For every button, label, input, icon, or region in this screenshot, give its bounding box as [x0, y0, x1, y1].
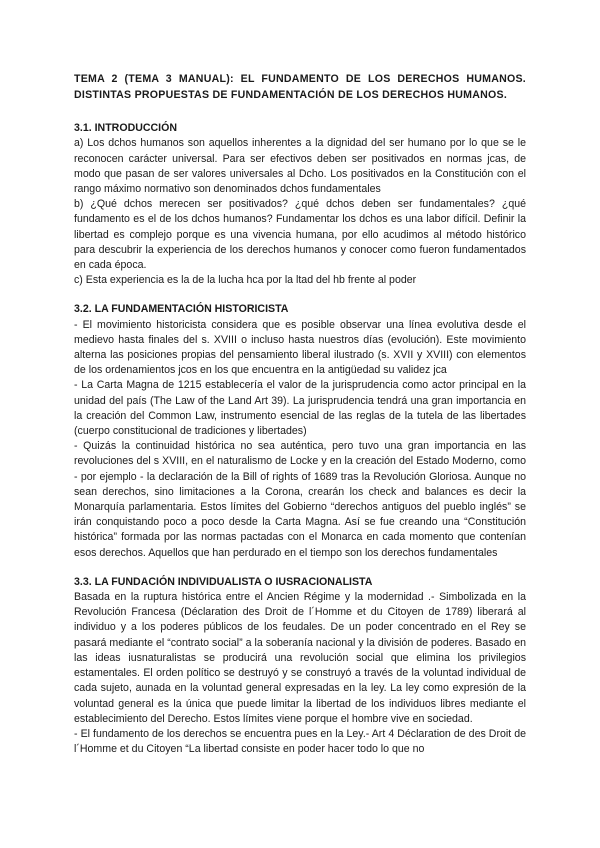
section-heading: 3.3. LA FUNDACIÓN INDIVIDUALISTA O IUSRACIONALISTA [74, 575, 373, 588]
document-body [74, 72, 526, 757]
section-historicista [74, 302, 526, 560]
paragraph: - Quizás la continuidad histórica no sea auténtica, pero tuvo una gran importancia en las revoluciones del s XVIII, en el naturalismo de Locke y en la creación del Estado Moderno, como - por ejemplo - la declaración de la Bill of rights of 1689 tras la Revolución Gloriosa. Aunque no sean derechos, sino limitaciones a la Corona, crearán los check and balances es decir la Monarquía parlamentaria. Estos límites del Gobierno “derechos antiguos del pueblo inglés” se irán conquistando poco a poco desde la Carta Magna. Así se fue creando una “Constitución histórica” formada por las normas pactadas con el Monarca en cada momento que contenían esos derechos. Aquellos que han perdurado en el tiempo son los derechos fundamentales [74, 440, 526, 559]
paragraph: - La Carta Magna de 1215 establecería el valor de la jurisprudencia como actor principal en la unidad del país (The Law of the Land Art 39). La jurisprudencia tendrá una gran importancia en la creación del Common Law, instrumento esencial de las reglas de la tutela de las libertades (cuerpo constitucional de tradiciones y libertades) [74, 379, 526, 438]
section-introduccion [74, 121, 526, 288]
paragraph: b) ¿Qué dchos merecen ser positivados? ¿qué dchos deben ser fundamentales? ¿qué fundamento es el de los dchos humanos? Fundamentar los dchos es una labor difícil. Definir la libertad es complejo porque es una vivencia humana, por ello acudimos al método histórico para descubrir la experiencia de los derechos humanos y conocer como fueron fundamentados en cada época. [74, 198, 526, 272]
section-individualista [74, 575, 526, 757]
paragraph: - El movimiento historicista considera que es posible observar una línea evolutiva desde el medievo hasta finales del s. XVIII o incluso hasta nuestros días (evolución). Este movimiento alterna las posiciones propias del pensamiento liberal ilustrado (s. XVII y XVIII) con elementos de los ordenamientos jcos en los que encuentra en la antigüedad su validez jca [74, 318, 526, 377]
document-title: TEMA 2 (TEMA 3 MANUAL): EL FUNDAMENTO DE LOS DERECHOS HUMANOS. DISTINTAS PROPUESTAS DE FUNDAMENTACIÓN DE LOS DERECHOS HUMANOS. [74, 73, 526, 101]
paragraph: a) Los dchos humanos son aquellos inherentes a la dignidad del ser humano por lo que se le reconocen carácter universal. Para ser efectivos deben ser positivados en normas jcas, de modo que pasan de ser valores universales al Dcho. Los positivados en la Constitución con el rango máximo normativo son denominados dchos fundamentales [74, 137, 526, 195]
section-heading: 3.2. LA FUNDAMENTACIÓN HISTORICISTA [74, 303, 289, 316]
paragraph: c) Esta experiencia es la de la lucha hca por la ltad del hb frente al poder [74, 274, 417, 287]
section-heading: 3.1. INTRODUCCIÓN [74, 122, 178, 135]
paragraph: Basada en la ruptura histórica entre el Ancien Régime y la modernidad .- Simbolizada en la Revolución Francesa (Déclaration des Droit de l´Homme et du Citoyen de 1789) liberará al individuo y a los poderes públicos de los feudales. De un poder concentrado en el Rey se pasará mediante el “contrato social” a la soberanía nacional y la división de poderes. Basado en las ideas iusnaturalistas se producirá una revolución social que elimina los privilegios estamentales. El orden político se destruyó y se construyó a través de la voluntad individual de cada sujeto, aunada en la voluntad general expresadas en la ley. La ley como expresión de la voluntad general es la única que puede limitar la libertad de los individuos libres mediante el establecimiento del Derecho. Estos límites viene porque el hombre vive en sociedad. [74, 591, 526, 725]
paragraph: - El fundamento de los derechos se encuentra pues en la Ley.- Art 4 Déclaration de des Droit de l´Homme et du Citoyen “La libertad consiste en poder hacer todo lo que no [74, 727, 526, 756]
